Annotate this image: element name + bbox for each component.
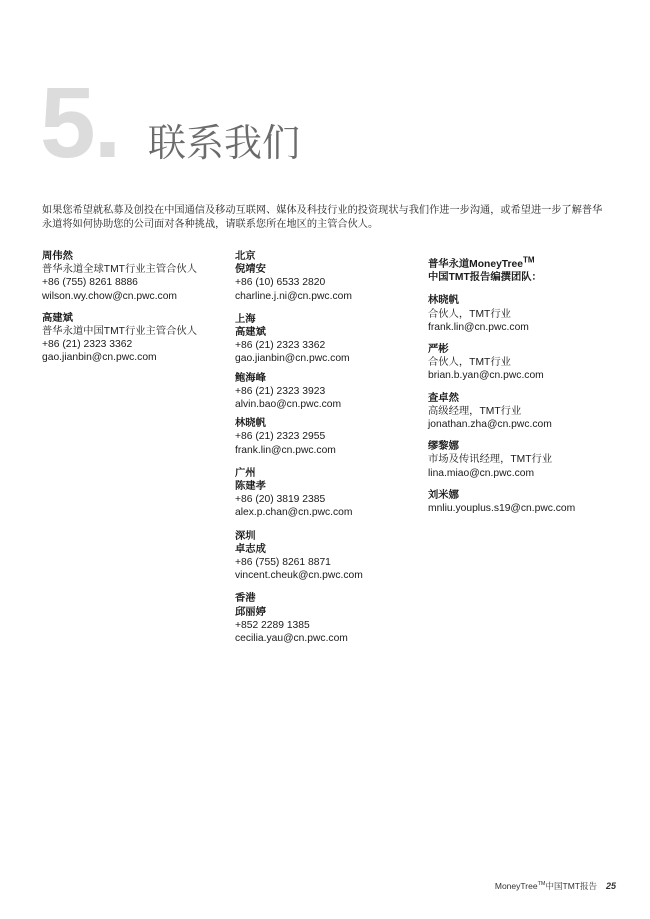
contact-title: 普华永道中国TMT行业主管合伙人 xyxy=(42,326,198,338)
report-team-column xyxy=(428,255,628,524)
team-member xyxy=(428,489,628,515)
team-heading-line2: 中国TMT报告编撰团队： xyxy=(428,272,542,284)
contact-phone: +852 2289 1385 xyxy=(235,619,310,631)
member-name: 刘米娜 xyxy=(428,489,459,501)
contact-name: 卓志成 xyxy=(235,543,266,555)
member-role: 高级经理，TMT行业 xyxy=(428,405,522,417)
contact-email[interactable]: alvin.bao@cn.pwc.com xyxy=(235,399,342,411)
contact-email[interactable]: gao.jianbin@cn.pwc.com xyxy=(42,352,157,364)
contact-phone: +86 (21) 2323 3923 xyxy=(235,385,326,397)
contact-name: 高建斌 xyxy=(42,312,73,324)
member-email[interactable]: mnliu.youplus.s19@cn.pwc.com xyxy=(428,503,576,515)
city-heading-hongkong: 香港 xyxy=(235,593,256,605)
footer-trademark: TM xyxy=(537,881,546,888)
contact-email[interactable]: charline.j.ni@cn.pwc.com xyxy=(235,290,352,302)
member-role: 市场及传讯经理，TMT行业 xyxy=(428,454,553,466)
contact-title: 普华永道全球TMT行业主管合伙人 xyxy=(42,264,198,276)
member-email[interactable]: jonathan.zha@cn.pwc.com xyxy=(428,419,552,431)
contact-card xyxy=(235,326,415,366)
member-role: 合伙人，TMT行业 xyxy=(428,308,511,320)
contact-name: 倪靖安 xyxy=(235,264,266,276)
member-role: 合伙人，TMT行业 xyxy=(428,357,511,369)
contact-email[interactable]: cecilia.yau@cn.pwc.com xyxy=(235,633,348,645)
contact-phone: +86 (21) 2323 3362 xyxy=(235,340,326,352)
member-name: 查卓然 xyxy=(428,392,459,404)
team-member xyxy=(428,294,628,334)
regional-contacts-column xyxy=(235,250,415,645)
contact-name: 高建斌 xyxy=(235,327,266,339)
member-email[interactable]: lina.miao@cn.pwc.com xyxy=(428,467,535,479)
member-name: 林晓帆 xyxy=(428,295,459,307)
contact-card xyxy=(235,263,415,303)
contact-card xyxy=(42,250,222,303)
contact-email[interactable]: vincent.cheuk@cn.pwc.com xyxy=(235,570,363,582)
contact-phone: +86 (10) 6533 2820 xyxy=(235,277,326,289)
contact-phone: +86 (20) 3819 2385 xyxy=(235,494,326,506)
team-member xyxy=(428,343,628,383)
contact-name: 邱丽婷 xyxy=(235,606,266,618)
contact-email[interactable]: alex.p.chan@cn.pwc.com xyxy=(235,507,353,519)
team-heading xyxy=(428,255,628,284)
member-name: 严彬 xyxy=(428,344,449,356)
contact-email[interactable]: wilson.wy.chow@cn.pwc.com xyxy=(42,290,178,302)
city-heading-shenzhen: 深圳 xyxy=(235,530,256,542)
contact-card xyxy=(42,312,222,365)
footer-title-prefix: MoneyTree xyxy=(494,881,538,891)
intro-paragraph: 如果您希望就私募及创投在中国通信及移动互联网、媒体及科技行业的投资现状与我们作进一步沟通，或希望进一步了解普华永道将如何协助您的公司面对各种挑战，请联系您所在地区的主管合伙人。 xyxy=(42,205,603,230)
contact-name: 周伟然 xyxy=(42,251,73,262)
team-member xyxy=(428,392,628,432)
contact-card xyxy=(235,480,415,520)
contact-name: 陈建孝 xyxy=(235,481,266,493)
contact-card xyxy=(235,417,415,457)
city-heading-shanghai: 上海 xyxy=(235,313,256,325)
footer-title-suffix: 中国TMT报告 xyxy=(545,881,597,891)
team-member xyxy=(428,440,628,480)
contact-card xyxy=(235,543,415,583)
contact-phone: +86 (755) 8261 8886 xyxy=(42,277,138,289)
section-title: 联系我们 xyxy=(148,121,301,165)
contact-phone: +86 (755) 8261 8871 xyxy=(235,557,331,569)
contact-card xyxy=(235,606,415,646)
member-email[interactable]: frank.lin@cn.pwc.com xyxy=(428,321,529,333)
contact-phone: +86 (21) 2323 2955 xyxy=(235,431,326,443)
page-number: 25 xyxy=(605,881,616,891)
contact-name: 鲍海峰 xyxy=(235,372,266,384)
leaders-column xyxy=(42,250,222,374)
contact-email[interactable]: frank.lin@cn.pwc.com xyxy=(235,444,336,456)
contact-email[interactable]: gao.jianbin@cn.pwc.com xyxy=(235,353,350,365)
member-email[interactable]: brian.b.yan@cn.pwc.com xyxy=(428,370,544,382)
city-heading-guangzhou: 广州 xyxy=(235,467,256,479)
page-footer xyxy=(495,880,616,892)
contact-card xyxy=(235,372,415,412)
city-heading-beijing: 北京 xyxy=(235,251,256,262)
trademark-sup: TM xyxy=(522,255,535,265)
contact-name: 林晓帆 xyxy=(235,418,266,430)
member-name: 缪黎娜 xyxy=(428,441,459,453)
contact-phone: +86 (21) 2323 3362 xyxy=(42,339,133,351)
team-heading-prefix: 普华永道MoneyTree xyxy=(428,259,523,270)
section-number: 5. xyxy=(40,67,120,179)
